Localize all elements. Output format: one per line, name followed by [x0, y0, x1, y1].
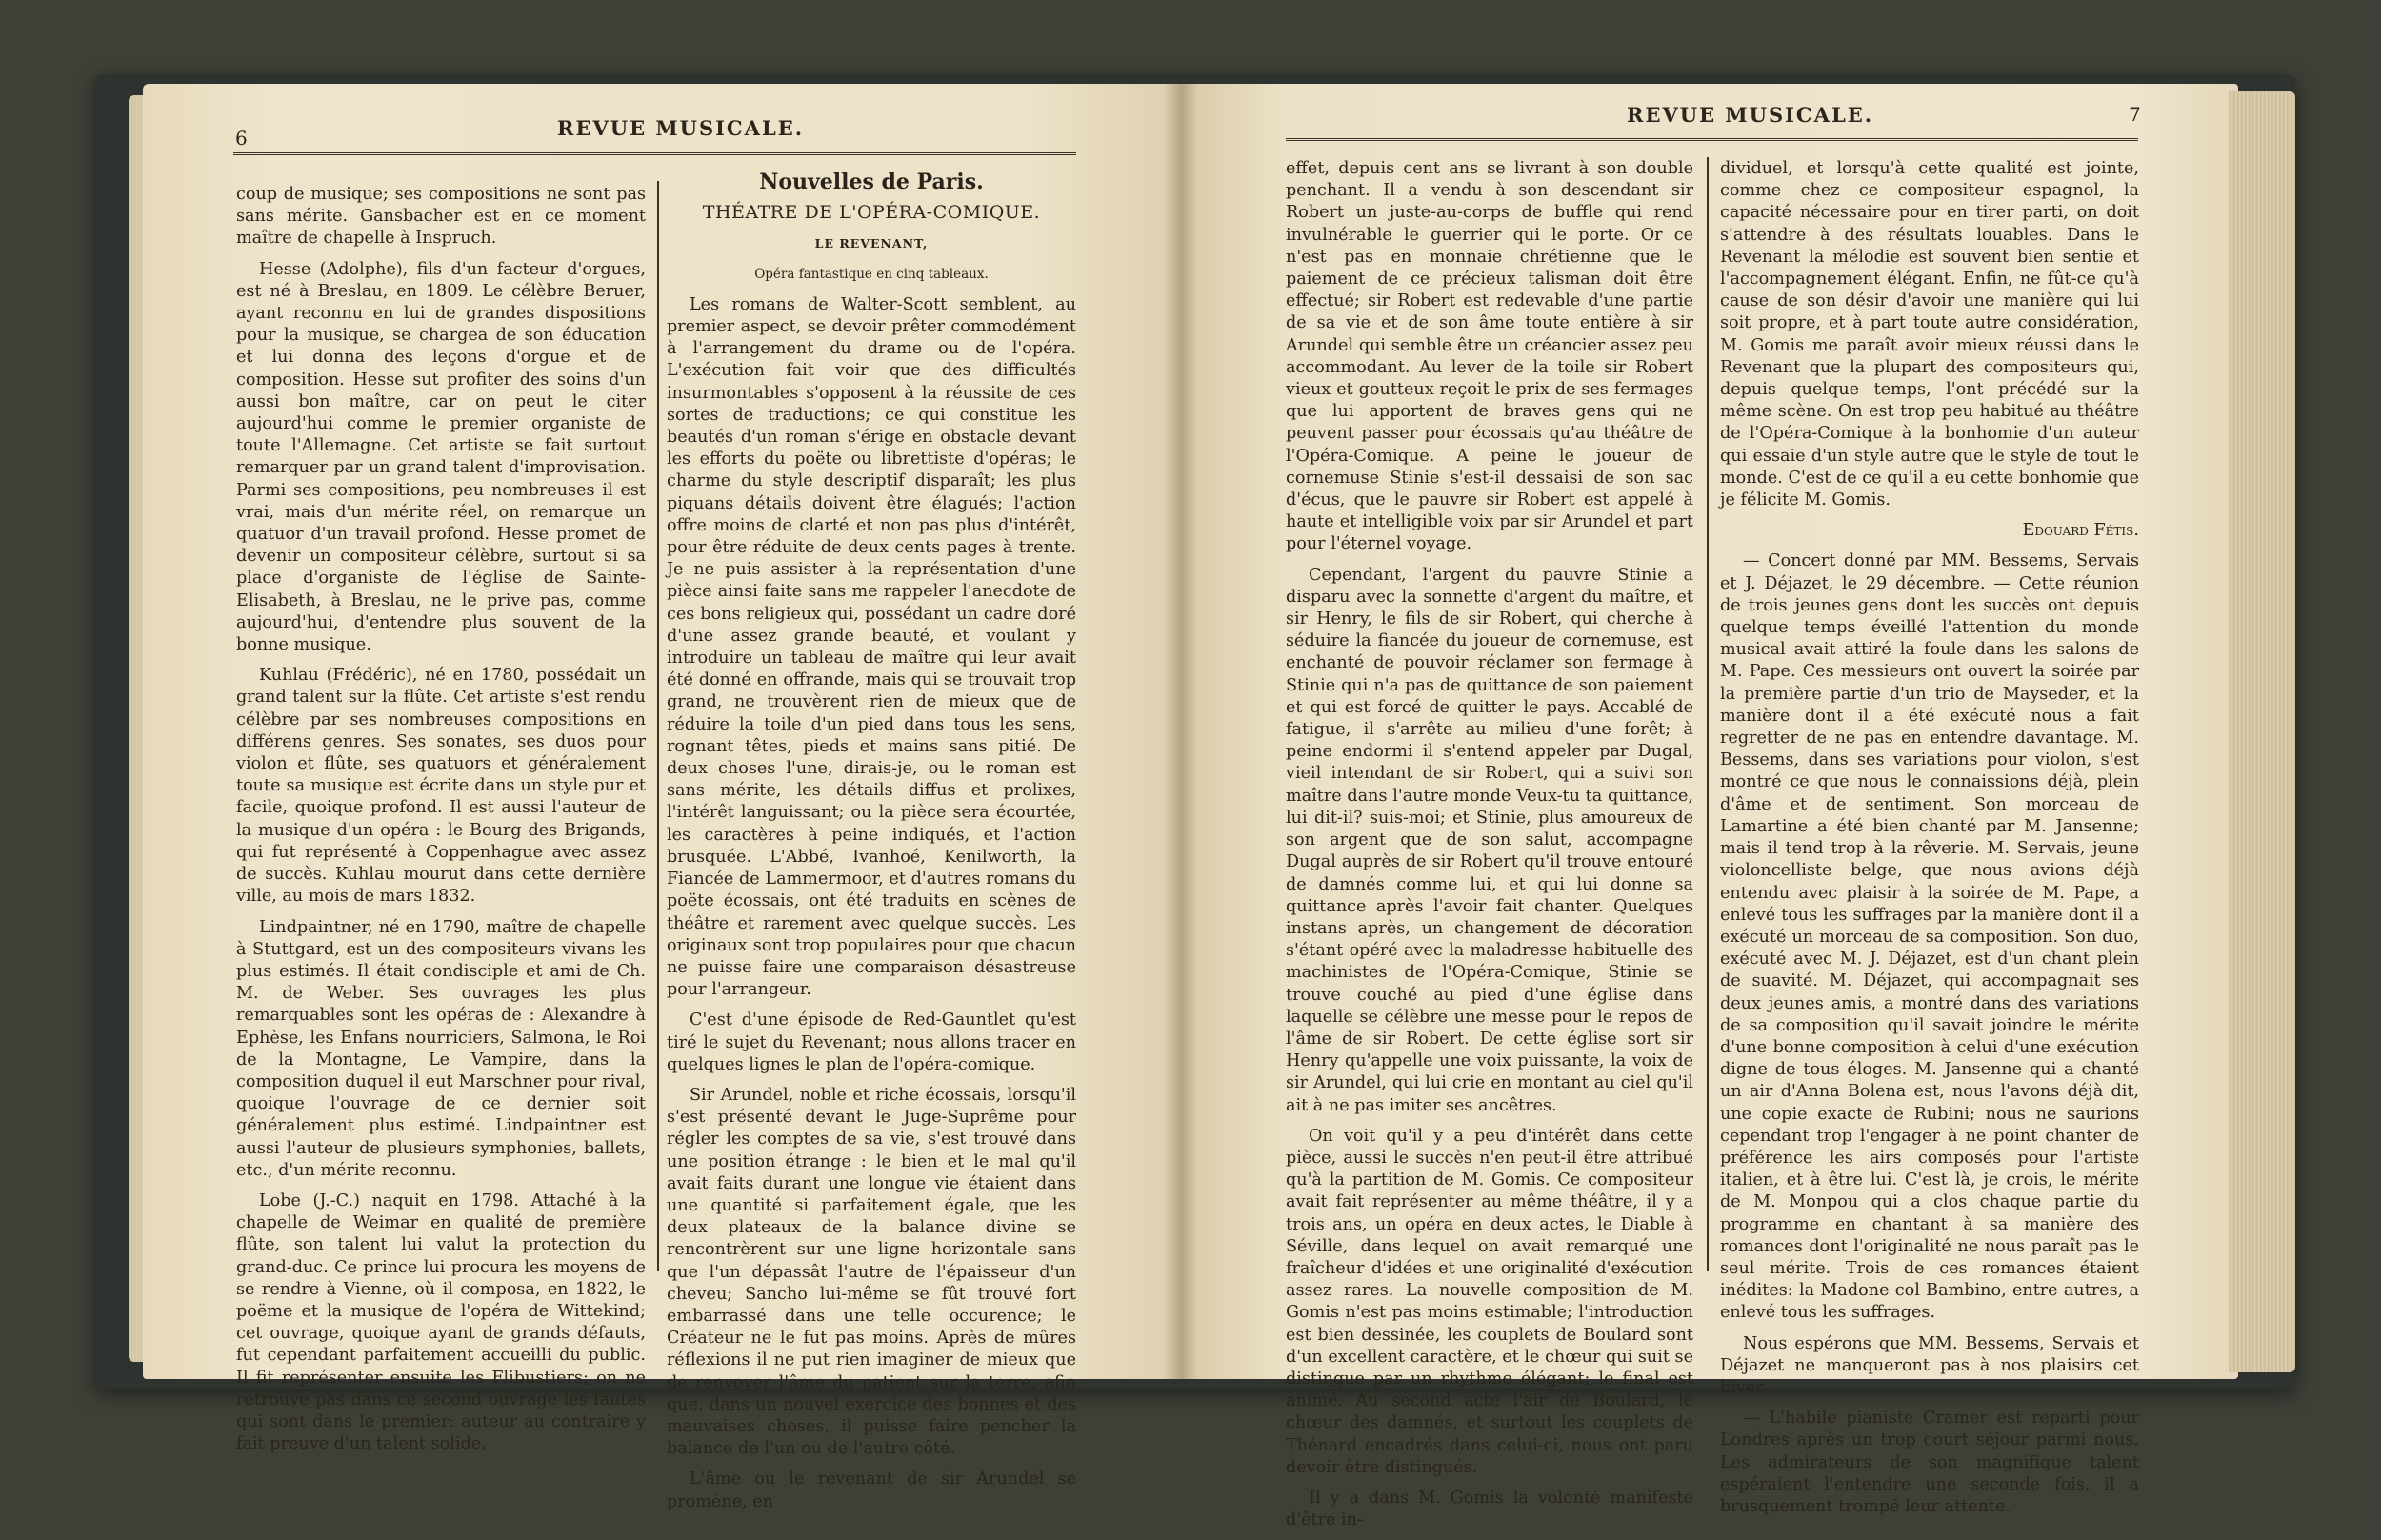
paragraph: — Concert donné par MM. Bessems, Servais et J. Déjazet, le 29 décembre. — Cette réunion de trois jeunes gens dont les succès ont depuis quelque temps éveillé l'attention du monde musical avait attiré la foule dans les salons de M. Pape. Ces messieurs ont ouvert la soirée par la première partie d'un trio de Mayseder, et la manière dont il a été exécuté nous a fait regretter de ne pas en entendre davantage. M. Bessems, dans ses variations pour violon, s'est montré ce que nous le connaissions déjà, plein d'âme et de sentiment. Son morceau de Lamartine a été bien chanté par M. Jansenne; mais il tend trop à la rêverie. M. Servais, jeune violoncelliste belge, que nous avions déjà entendu avec plaisir à la soirée de M. Pape, a enlevé tous les suffrages par la manière dont il a exécuté un morceau de sa composition. Son duo, exécuté avec M. J. Déjazet, est d'un chant plein de suavité. M. Déjazet, qui accompagnait ses deux jeunes amis, a montré dans des variations de sa composition qu'il savait joindre le mérite d'une bonne composition à celui d'une exécution digne de tous éloges. M. Jansenne qui a chanté un air d'Anna Bolena est, nous l'avons déjà dit, une copie exacte de Rubini; nous ne saurions cependant trop l'engager à ne point chanter de préférence les airs composés pour l'artiste italien, et à être lui. C'est là, je crois, le mérite de M. Monpou qui a clos chaque partie du programme en chantant à sa manière des romances dont l'originalité ne nous paraît pas le seul mérite. Trois de ces romances étaient inédites: la Madone col Bambino, entre autres, a enlevé tous les suffrages. — [1720, 551, 2139, 1323]
paragraph: Lindpaintner, né en 1790, maître de chapelle à Stuttgard, est un des compositeurs vivans les plus estimés. Il était condisciple et ami de Ch. M. de Weber. Ses ouvrages les plus remarquables sont les opéras de : Alexandre à Ephèse, les Enfans nourriciers, Salmona, le Roi de la Montagne, Le Vampire, dans la composition duquel il eut Marschner pour rival, quoique l'ouvrage de ce dernier soit généralement plus estimé. Lindpaintner est aussi l'auteur de plusieurs symphonies, ballets, etc., d'un mérite reconnu. — [236, 917, 646, 1180]
column-divider-right — [1707, 157, 1709, 1271]
paragraph: coup de musique; ses compositions ne sont pas sans mérite. Gansbacher est en ce moment maître de chapelle à Inspruch. — [236, 185, 646, 249]
running-head-right: REVUE MUSICALE. — [1627, 103, 1874, 127]
paragraph: dividuel, et lorsqu'à cette qualité est jointe, comme chez ce compositeur espagnol, la capacité nécessaire pour en tirer parti, on doit s'attendre à des résultats louables. Dans le Revenant la mélodie est souvent bien sentie et l'accompagnement élégant. Enfin, ne fût-ce qu'à cause de son désir d'avoir une manière qui lui soit propre, et à part toute autre considération, M. Gomis me paraît avoir mieux réussi dans le Revenant que la plupart des compositeurs qui, depuis quelque temps, l'ont précédé sur la même scène. On est trop peu habitué au théâtre de l'Opéra-Comique à la bonhomie d'un auteur qui essaie d'un style autre que le style de tout le monde. C'est de ce qu'il a eu cette bonhomie que je félicite M. Gomis. — [1720, 159, 2139, 510]
paragraph: Les romans de Walter-Scott semblent, au premier aspect, se devoir prêter commodément à l'arrangement du drame ou de l'opéra. L'exécution fait voir que des difficultés insurmontables s'opposent à la réussite de ces sortes de traductions; ce qui constitue les beautés d'un roman s'érige en obstacle devant les efforts du poëte ou librettiste d'opéras; le charme du style descriptif disparaît; les plus piquans détails doivent être élagués; l'action offre moins de clarté et non pas plus d'intérêt, pour être réduite de deux cents pages à trente. Je ne puis assister à la représentation d'une pièce ainsi faite sans me rappeler l'anecdote de ces bons religieux qui, possédant un cadre doré d'une assez grande beauté, et voulant y introduire un tableau de maître qui leur avait été donné en offrande, mais qui se trouvait trop grand, ne trouvèrent rien de mieux que de réduire la toile d'un pied dans tous les sens, rognant têtes, pieds et mains sans pitié. De deux choses l'une, dirais-je, ou le roman est sans mérite, les détails diffus et prolixes, l'intérêt languissant; ou la pièce sera écourtée, les caractères à peine indiqués, et l'action brusquée. L'Abbé, Ivanhoé, Kenilworth, la Fiancée de Lammermoor, et d'autres romans du poëte écossais, ont été traduits en scènes de théâtre et rarement avec quelque succès. Les originaux sont trop populaires pour que chacun ne puisse faire une comparaison désastreuse pour l'arrangeur. — [667, 294, 1076, 1000]
header-rule-right — [1286, 138, 2138, 141]
page-number-left: 6 — [235, 127, 248, 150]
section-heading: Nouvelles de Paris. — [759, 170, 984, 194]
theatre-heading: THÉATRE DE L'OPÉRA-COMIQUE. — [702, 202, 1041, 224]
right-column-1 — [1286, 158, 1693, 1540]
paragraph: Il y a dans M. Gomis la volonté manifeste d'être in- — [1286, 1488, 1693, 1530]
review-body — [1720, 158, 2139, 511]
left-column-1 — [236, 184, 646, 1464]
right-column-2 — [1720, 158, 2139, 1527]
paragraph: Kuhlau (Frédéric), né en 1780, possédait un grand talent sur la flûte. Cet artiste s'est rendu célèbre par ses nombreuses compositions en différens genres. Ses sonates, ses duos pour violon et flûte, ses quatuors et généralement toute sa musique est écrite dans un style pur et facile, quoique profond. Il est aussi l'auteur de la musique d'un opéra : le Bourg des Brigands, qui fut représenté à Coppenhague avec assez de succès. Kuhlau mourut dans cette dernière ville, au mois de mars 1832. — [236, 666, 646, 907]
article-body — [667, 294, 1076, 1513]
page-number-right: 7 — [2129, 103, 2141, 126]
paragraph: Sir Arundel, noble et riche écossais, lorsqu'il s'est présenté devant le Juge-Suprême pour régler les comptes de sa vie, s'est trouvé dans une position étrange : le bien et le mal qu'il avait faits durant une longue vie étaient dans une quantité si parfaitement égale, que les deux plateaux de la balance divine se rencontrèrent sur une ligne horizontale sans que l'un dépassât l'autre de l'épaisseur d'un cheveu; Sancho lui-même se fût trouvé fort embarrassé dans une telle occurence; le Créateur ne le fut pas moins. Après de mûres réflexions il ne put rien imaginer de mieux que de renvoyer l'âme du patient sur la terre, afin que, dans un nouvel exercice des bonnes et des mauvaises choses, il puisse faire pencher la balance de l'un ou de l'autre côté. — [667, 1085, 1076, 1459]
paragraph: Lobe (J.-C.) naquit en 1798. Attaché à la chapelle de Weimar en qualité de première flûte, son talent lui valut la protection du grand-duc. Ce prince lui procura les moyens de se rendre à Vienne, où il composa, en 1822, le poëme et la musique de l'opéra de Wittekind; cet ouvrage, quoique ayant de grands défauts, fut cependant parfaitement accueilli du public. Il fit représenter ensuite les Flibustiers; on ne retrouve pas dans ce second ouvrage les fautes qui sont dans le premier: auteur au contraire y fait preuve d'un talent solide. — [236, 1190, 646, 1454]
running-head-left: REVUE MUSICALE. — [557, 116, 805, 140]
opera-title: LE REVENANT, — [814, 236, 929, 251]
paragraph: C'est d'une épisode de Red-Gauntlet qu'est tiré le sujet du Revenant; nous allons tracer en quelques lignes le plan de l'opéra-comique. — [667, 1010, 1076, 1074]
paragraph: effet, depuis cent ans se livrant à son double penchant. Il a vendu à son descendant sir Robert un juste-au-corps de buffle qui rend invulnérable le guerrier qui le porte. Or ce n'est pas en monnaie chrétienne que le paiement de ce précieux talisman doit être effectué; sir Robert est redevable d'une partie de sa vie et de son âme toute entière à sir Arundel qui semble être un créancier assez peu accommodant. Au lever de la toile sir Robert vieux et goutteux reçoit le prix de ses fermages que lui apportent de braves gens qui ne peuvent passer pour écossais qu'au théâtre de l'Opéra-Comique. A peine le joueur de cornemuse Stinie s'est-il dessaisi de son sac d'écus, que le pauvre sir Robert est appelé à haute et intelligible voix par sir Arundel et part pour l'éternel voyage. — [1286, 159, 1693, 554]
opera-subtitle: Opéra fantastique en cinq tableaux. — [754, 266, 989, 282]
paragraph: L'âme ou le revenant de sir Arundel se promène, en — [667, 1470, 1076, 1511]
paragraph: Cependant, l'argent du pauvre Stinie a disparu avec la sonnette d'argent du maître, et sir Henry, le fils de sir Robert, qui cherche à séduire la fiancée du joueur de cornemuse, est enchanté de pouvoir réclamer son fermage à Stinie qui n'a pas de quittance de son paiement et qui est forcé de quitter le pays. Accablé de fatigue, il s'arrête au milieu d'une forêt; à peine endormi il s'entend appeler par Dugal, vieil intendant de sir Robert, qui a suivi son maître dans l'autre monde Veux-tu ta quittance, lui dit-il? suis-moi; et Stinie, plus amoureux de son argent que de son salut, accompagne Dugal auprès de sir Robert qu'il trouve entouré de damnés comme lui, et qui lui donne sa quittance après l'avoir fait chanter. Quelques instans après, un changement de décoration s'étant opéré avec la maladresse habituelle des machinistes de l'Opéra-Comique, Stinie se trouve couché au pied d'une église dans laquelle se célèbre une messe pour le repos de l'âme de sir Robert. De cette église sort sir Henry qu'appelle une voix puissante, la voix de sir Arundel, qui lui crie en montant au ciel qu'il ait à ne pas imiter ses ancêtres. — [1286, 565, 1693, 1115]
concert-notes — [1720, 550, 2139, 1518]
book-gutter — [1164, 84, 1198, 1379]
column-divider-left — [657, 181, 659, 1271]
header-rule-left — [233, 152, 1076, 155]
author-signature: Edouard Fétis. — [2022, 521, 2139, 541]
paragraph: On voit qu'il y a peu d'intérêt dans cette pièce, aussi le succès n'en peut-il être attribué qu'à la partition de M. Gomis. Ce compositeur avait fait représenter au même théâtre, il y a trois ans, un opéra en deux actes, le Diable à Séville, dans lequel on avait remarqué une fraîcheur d'idées et une originalité d'exécution assez rares. La nouvelle composition de M. Gomis n'est pas moins estimable; l'introduction est bien dessinée, les couplets de Boulard sont d'un excellent caractère, et le chœur qui suit se distingue par un rhythme élégant; le final est animé. Au second acte l'air de Boulard, le chœur des damnés, et surtout les couplets de Thénard encadrés dans celui-ci, nous ont paru devoir être distingués. — [1286, 1126, 1693, 1477]
paragraph: Hesse (Adolphe), fils d'un facteur d'orgues, est né à Breslau, en 1809. Le célèbre Beruer, ayant reconnu en lui de grandes dispositions pour la musique, se chargea de son éducation et lui donna des leçons d'orgue et de composition. Hesse sut profiter des soins d'un aussi bon maître, car on peut le citer aujourd'hui comme le premier organiste de toute l'Allemagne. Cet artiste se fait surtout remarquer par un grand talent d'improvisation. Parmi ses compositions, peu nombreuses il est vrai, mais d'un mérite réel, on remarque un quatuor d'un travail profond. Hesse promet de devenir un compositeur célèbre, surtout si sa place d'organiste de l'église de Sainte-Elisabeth, à Breslau, ne le prive pas, comme aujourd'hui, d'entendre plus souvent de la bonne musique. — [236, 259, 646, 655]
paragraph: — L'habile pianiste Cramer est reparti pour Londres après un trop court séjour parmi nous. Les admirateurs de son magnifique talent espéraient l'entendre une seconde fois, il a brusquement trompé leur attente. — [1720, 1409, 2139, 1516]
paragraph: Nous espérons que MM. Bessems, Servais et Déjazet ne manqueront pas à nos plaisirs cet hiver. — [1720, 1333, 2139, 1397]
page-edges-right — [2229, 91, 2295, 1372]
left-column-2 — [667, 171, 1076, 1522]
